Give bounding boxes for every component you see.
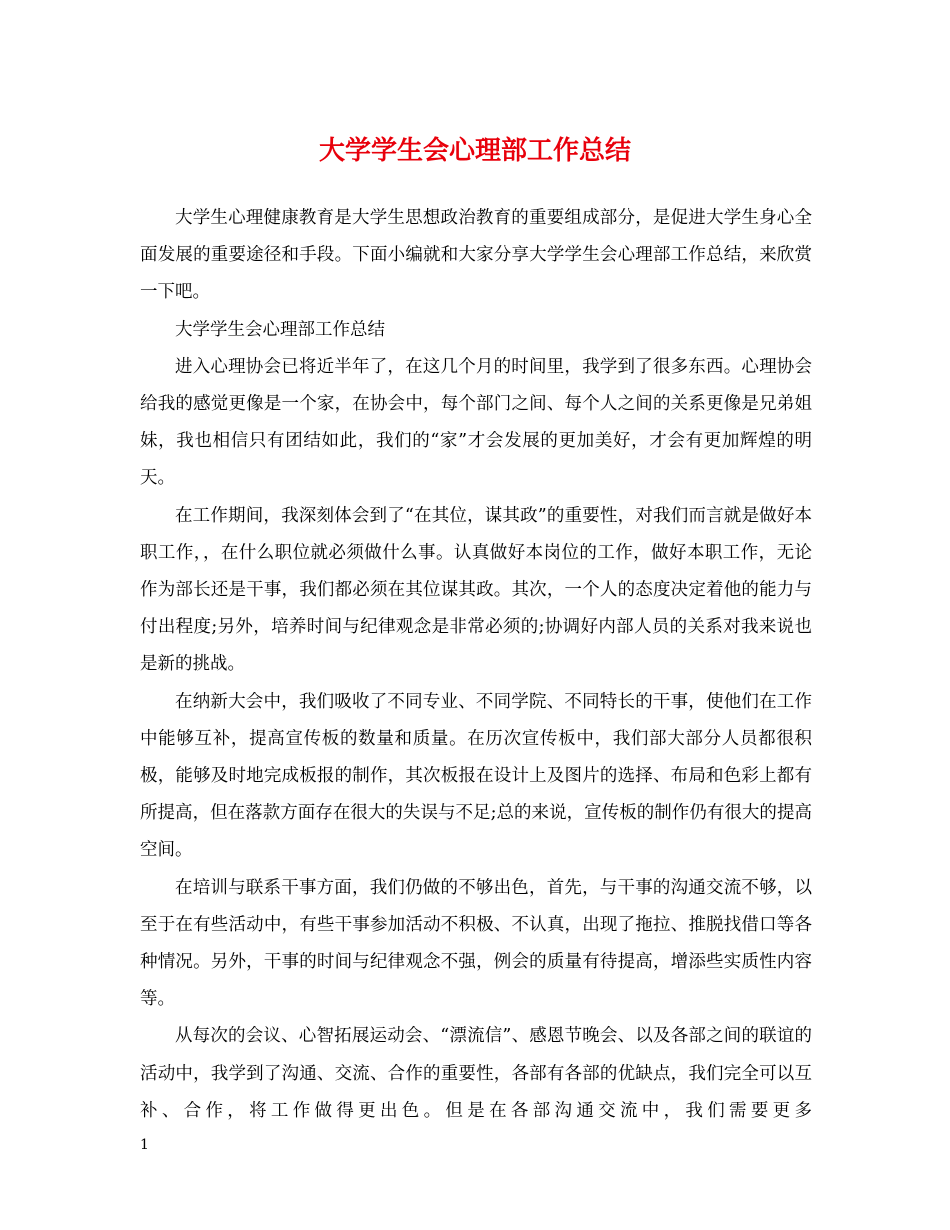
paragraph-subheading: 大学学生会心理部工作总结	[175, 319, 385, 340]
paragraph-work-period: 在工作期间，我深刻体会到了“在其位，谋其政”的重要性，对我们而言就是做好本职工作，，在什么职位就必须做什么事。认真做好本岗位的工作，做好本职工作，无论作为部长还是干事，我们都必须在其位谋其政。其次，一个人的态度决定着他的能力与付出程度;另外，培养时间与纪律观念是非常必须的;协调好内部人员的关系对我来说也是新的挑战。	[140, 505, 812, 675]
paragraph-intro: 大学生心理健康教育是大学生思想政治教育的重要组成部分，是促进大学生身心全面发展的重要途径和手段。下面小编就和大家分享大学学生会心理部工作总结，来欣赏一下吧。	[140, 208, 812, 303]
paragraph-training: 在培训与联系干事方面，我们仍做的不够出色，首先，与干事的沟通交流不够，以至于在有些活动中，有些干事参加活动不积极、不认真，出现了拖拉、推脱找借口等各种情况。另外，干事的时间与纪律观念不强，例会的质量有待提高，增添些实质性内容等。	[140, 877, 812, 1010]
paragraph-activities: 从每次的会议、心智拓展运动会、“漂流信”、感恩节晚会、以及各部之间的联谊的活动中，我学到了沟通、交流、合作的重要性，各部有各部的优缺点，我们完全可以互补、合作，将工作做得更出色。但是在各部沟通交流中，我们需要更多	[140, 1026, 812, 1121]
paragraph-association: 进入心理协会已将近半年了，在这几个月的时间里，我学到了很多东西。心理协会给我的感觉更像是一个家，在协会中，每个部门之间、每个人之间的关系更像是兄弟姐妹，我也相信只有团结如此，我们的“家”才会发展的更加美好，才会有更加辉煌的明天。	[140, 356, 812, 489]
paragraph-recruitment: 在纳新大会中，我们吸收了不同专业、不同学院、不同特长的干事，使他们在工作中能够互补，提高宣传板的数量和质量。在历次宣传板中，我们部大部分人员都很积极，能够及时地完成板报的制作，其次板报在设计上及图片的选择、布局和色彩上都有所提高，但在落款方面存在很大的失误与不足;总的来说，宣传板的制作仍有很大的提高空间。	[140, 691, 812, 861]
document-body	[140, 200, 812, 1130]
document-title: 大学学生会心理部工作总结	[318, 136, 631, 166]
page-number: 1	[140, 1137, 149, 1153]
